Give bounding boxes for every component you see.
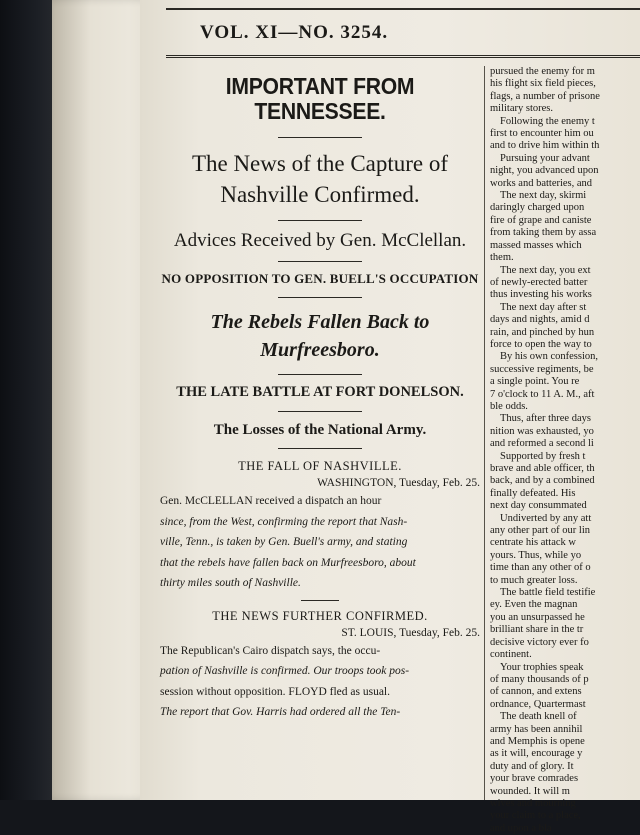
headline-fort-donelson: THE LATE BATTLE AT FORT DONELSON. — [176, 383, 464, 400]
column-text-line: of many thousands of p — [490, 673, 589, 685]
masthead-top-rule — [166, 8, 640, 10]
column-text-line: time than any other of o — [490, 562, 591, 574]
masthead-double-rule — [166, 55, 640, 62]
article-dateline: ST. LOUIS, Tuesday, Feb. 25. — [341, 626, 480, 639]
article-line: ville, Tenn., is taken by Gen. Buell's army, and stating — [160, 536, 408, 549]
column-text-line: from taking them by assa — [490, 227, 597, 239]
article-line: The Republican's Cairo dispatch says, the occu- — [160, 644, 381, 657]
column-text-line: yours. Thus, while yo — [490, 549, 582, 561]
column-text-line: works and batteries, and — [490, 177, 593, 189]
headline-mcclellan: Advices Received by Gen. McClellan. — [173, 229, 467, 251]
column-text-line: you an unsurpassed he — [490, 611, 585, 623]
column-text-line: and upon a bla — [490, 822, 552, 834]
column-text-line: of newly-erected batter — [490, 276, 588, 288]
column-text-line: daringly charged upon — [490, 202, 585, 214]
article-line: The report that Gov. Harris had ordered all the Ten- — [160, 706, 401, 719]
column-text-line: pursued the enemy for m — [490, 66, 595, 77]
column-text-line: and reformed a second li — [490, 438, 594, 450]
article-title-fall-of-nashville: THE FALL OF NASHVILLE. — [238, 459, 402, 474]
headline-losses: The Losses of the National Army. — [213, 421, 427, 438]
headline-rebels-line2: Murfreesboro. — [260, 338, 380, 361]
column-text-line: ble odds. — [490, 400, 528, 412]
column-text-line: first to encounter him ou — [490, 128, 594, 140]
column-text-line: night, you advanced upon — [490, 165, 599, 177]
headline-divider — [278, 411, 362, 412]
column-text-line: as it will, encourage y — [490, 748, 583, 760]
headline-divider — [278, 137, 362, 138]
column-text-line: Your trophies speak — [500, 661, 584, 673]
article-divider — [301, 600, 339, 601]
article-body — [160, 491, 480, 594]
article-line: thirty miles south of Nashville. — [160, 577, 301, 590]
column-text-line: 7 o'clock to 11 A. M., aft — [490, 388, 595, 400]
column-text-line: to much greater loss. — [490, 574, 578, 586]
column-text-line: decisive victory ever fo — [490, 636, 589, 648]
column-text-line: wives and mourning — [490, 797, 576, 809]
right-column-text — [490, 66, 640, 834]
column-text-line: any other part of our lin — [490, 525, 591, 537]
column-text-line: ordnance, Quartermast — [490, 698, 586, 710]
column-text-line: By his own confession, — [500, 351, 598, 363]
headline-divider — [278, 374, 362, 375]
headline-divider — [278, 261, 362, 262]
column-text-line: The next day after st — [500, 301, 587, 313]
column-text-line: massed masses which — [490, 239, 582, 251]
column-text-line: The next day, you ext — [500, 264, 591, 276]
headline-divider — [278, 448, 362, 449]
article-line: since, from the West, confirming the report that Nash- — [160, 515, 408, 528]
column-text-line: his flight six field pieces, — [490, 78, 596, 90]
article-body — [160, 641, 480, 723]
column-text-line: Thus, after three days — [500, 413, 591, 425]
column-text-line: Supported by fresh t — [500, 450, 586, 462]
headline-divider — [278, 297, 362, 298]
column-text-line: successive regiments, be — [490, 363, 594, 375]
headline-divider — [278, 220, 362, 221]
column-text-line: military stores. — [490, 103, 553, 115]
column-text-line: army has been annihil — [490, 723, 583, 735]
article-line: pation of Nashville is confirmed. Our troops took pos- — [160, 665, 410, 678]
article-line: that the rebels have fallen back on Murfreesboro, about — [160, 556, 416, 569]
article-line: session without opposition. FLOYD fled as usual. — [160, 685, 390, 698]
headline-capture-line1: The News of the Capture of — [191, 150, 449, 176]
column-text-line: and Memphis is opene — [490, 735, 585, 747]
column-text-line: a single point. You re — [490, 376, 580, 388]
column-text-line: brave and able officer, th — [490, 463, 595, 474]
column-text-line: Following the enemy t — [500, 115, 595, 127]
column-text-line: finally defeated. His — [490, 487, 576, 499]
column-text-line: them. — [490, 252, 514, 264]
column-text-line: nition was exhausted, yo — [490, 425, 594, 437]
column-text-line: force to open the way to — [490, 338, 592, 350]
volume-line: VOL. XI—NO. 3254. — [200, 22, 389, 43]
headline-capture-line2: Nashville Confirmed. — [220, 181, 420, 207]
column-text-line: your brave comrades — [490, 773, 579, 785]
headline-rebels-line1: The Rebels Fallen Back to — [210, 310, 430, 333]
column-text-line: back, and by a combined — [490, 475, 595, 487]
article-title-news-confirmed: THE NEWS FURTHER CONFIRMED. — [212, 608, 428, 623]
column-text-line: fire of grape and caniste — [490, 214, 592, 226]
column-text-line: The death knell of — [500, 711, 577, 723]
column-text-line: continent. — [490, 649, 532, 661]
column-text-line: ey. Even the magnan — [490, 599, 578, 611]
column-text-line: duty and of glory. It — [490, 760, 574, 772]
lead-column — [160, 66, 480, 723]
column-text-line: rain, and pinched by hun — [490, 326, 595, 338]
column-text-line: wounded. It will m — [490, 785, 570, 797]
column-text-line: Pursuing your advant — [500, 152, 590, 164]
column-text-line: The battle field testifie — [500, 587, 596, 599]
article-line: Gen. McCLELLAN received a dispatch an hour — [160, 495, 382, 508]
column-text-line: brilliant share in the tr — [490, 624, 584, 636]
column-text-line: The next day, skirmi — [500, 190, 587, 202]
headline-no-opposition: NO OPPOSITION TO GEN. BUELL'S OCCUPATION — [161, 271, 479, 287]
column-text-line: and to drive him within th — [490, 140, 600, 152]
column-text-line: of cannon, and extens — [490, 686, 582, 698]
column-text-line: Undiverted by any att — [500, 512, 592, 524]
column-rule — [484, 66, 485, 800]
headline-tennessee: IMPORTANT FROM TENNESSEE. — [225, 73, 415, 125]
column-text-line: next day consummated — [490, 500, 587, 512]
column-text-line: days and nights, amid d — [490, 314, 590, 326]
column-text-line: your claim to a place, — [490, 810, 581, 822]
article-dateline: WASHINGTON, Tuesday, Feb. 25. — [317, 477, 480, 490]
column-text-line: thus investing his works — [490, 289, 592, 301]
column-text-line: centrate his attack w — [490, 537, 576, 549]
column-text-line: flags, a number of prisone — [490, 90, 600, 102]
